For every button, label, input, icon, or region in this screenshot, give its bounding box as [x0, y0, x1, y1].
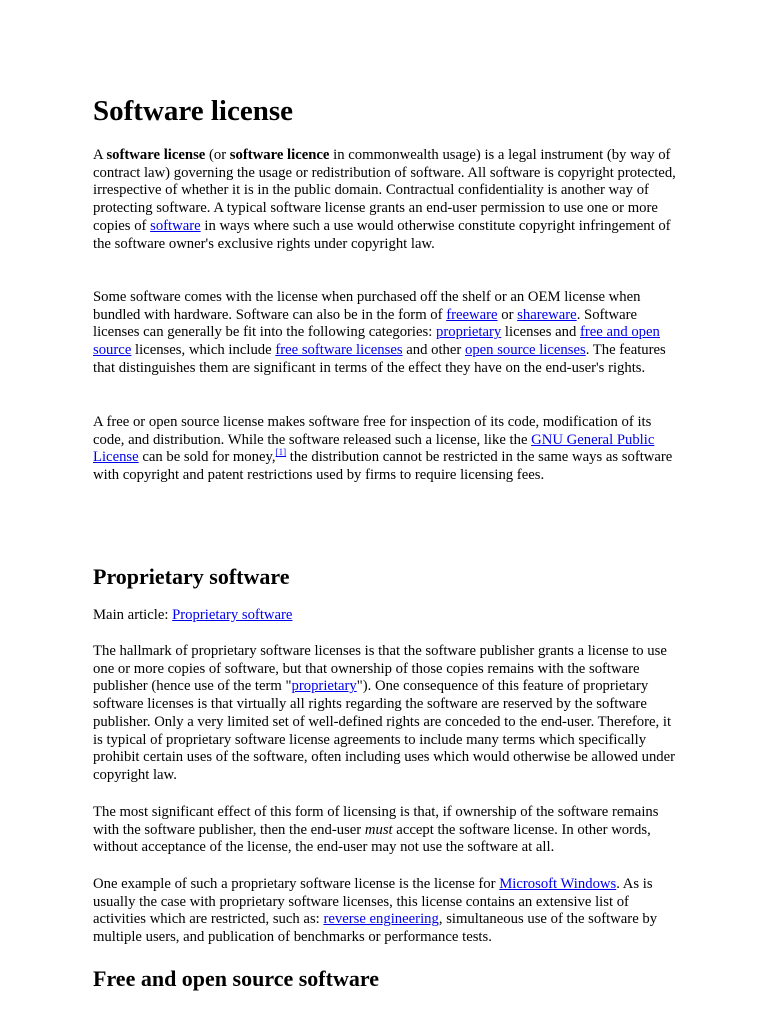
main-article-label: Main article: [93, 607, 173, 623]
citation-1[interactable]: [1] [275, 447, 287, 458]
paragraph-text: One example of such a proprietary software license is the license for [93, 876, 500, 892]
paragraph-text: or [497, 306, 518, 323]
intro-text: (or [205, 147, 230, 163]
page-title: Software license [93, 95, 293, 127]
paragraph-text: "). One consequence of this feature of proprietary software licenses is that virtually all rights regarding the software are reserved by the software publisher. Only a very limited set of well-defined rights are conceded to the end-user. Therefore, it is typical of proprietary software license agreements to include many terms which specifically prohibit certain uses of the software, often including uses which would otherwise be allowed under copyright law. [93, 678, 676, 783]
link-open-source-licenses[interactable]: open source licenses [464, 342, 586, 359]
paragraph-text: The hallmark of proprietary software licenses is that the software publisher grants a license to use one or more copies of software, but that ownership of those copies remains with the software publisher (hence use of the term " [93, 643, 667, 695]
proprietary-paragraph-3 [93, 876, 678, 947]
link-shareware[interactable]: shareware [517, 306, 577, 323]
emphasis-must: must [364, 821, 393, 838]
bold-term-license: software license [106, 147, 206, 163]
paragraph-text: licenses and [501, 324, 580, 341]
link-microsoft-windows[interactable]: Microsoft Windows [499, 876, 617, 892]
proprietary-paragraph-2 [93, 804, 678, 857]
paragraph-text: Some software comes with the license when purchased off the shelf or an OEM license when bundled with hardware. Software can also be in the form of [93, 289, 641, 323]
intro-text: in commonwealth usage) is a legal instrument (by way of contract law) governing the usage or redistribution of software. All software is copyright protected, irrespective of whether it is in the public domain. Contractual confidentiality is another way of protecting software. A typical software license grants an end-user permission to use one or more copies of [93, 147, 676, 234]
paragraph-text: The most significant effect of this form of licensing is that, if ownership of the software remains with the software publisher, then the end-user [93, 804, 659, 838]
paragraph-text: the distribution cannot be restricted in the same ways as software with copyright and patent restrictions used by firms to require licensing fees. [93, 449, 673, 484]
paragraph-text: . The features that distinguishes them are significant in terms of the effect they have on the end-user's rights. [93, 342, 666, 376]
paragraph-text: and other [402, 342, 465, 359]
link-software[interactable]: software [150, 217, 201, 234]
intro-paragraph [93, 147, 678, 253]
link-proprietary-term[interactable]: proprietary [291, 678, 357, 695]
paragraph-text: . Software licenses can generally be fit into the following categories: [93, 306, 638, 341]
paragraph-text: licenses, which include [131, 342, 276, 359]
link-reverse-engineering[interactable]: reverse engineering [323, 911, 439, 928]
section-heading-proprietary: Proprietary software [93, 564, 290, 589]
link-gnu-gpl[interactable]: GNU General Public License [93, 431, 655, 466]
categories-paragraph [93, 289, 678, 378]
link-free-software-licenses[interactable]: free software licenses [275, 342, 403, 359]
proprietary-paragraph-1 [93, 643, 678, 785]
paragraph-text: , simultaneous use of the software by multiple users, and publication of benchmarks or performance tests. [93, 911, 658, 946]
paragraph-text: A free or open source license makes software free for inspection of its code, modification of its code, and distribution. While the software released such a license, like the [93, 414, 652, 448]
link-freeware[interactable]: freeware [446, 306, 498, 323]
link-main-article-proprietary[interactable]: Proprietary software [172, 607, 293, 623]
intro-text: in ways where such a use would otherwise constitute copyright infringement of the software owner's exclusive rights under copyright law. [93, 217, 671, 252]
section-heading-foss: Free and open source software [93, 966, 379, 991]
main-article-note [93, 607, 678, 625]
paragraph-text: can be sold for money, [138, 449, 276, 466]
free-license-paragraph [93, 414, 678, 485]
intro-text: A [93, 147, 107, 163]
paragraph-text: . As is usually the case with proprietary software licenses, this license contains an extensive list of activities which are restricted, such as: [93, 876, 653, 928]
link-proprietary[interactable]: proprietary [436, 324, 502, 341]
bold-term-licence: software licence [229, 147, 330, 163]
paragraph-text: accept the software license. In other words, without acceptance of the license, the end-user may not use the software at all. [93, 821, 651, 856]
link-free-and-open-source[interactable]: free and open source [93, 324, 660, 359]
